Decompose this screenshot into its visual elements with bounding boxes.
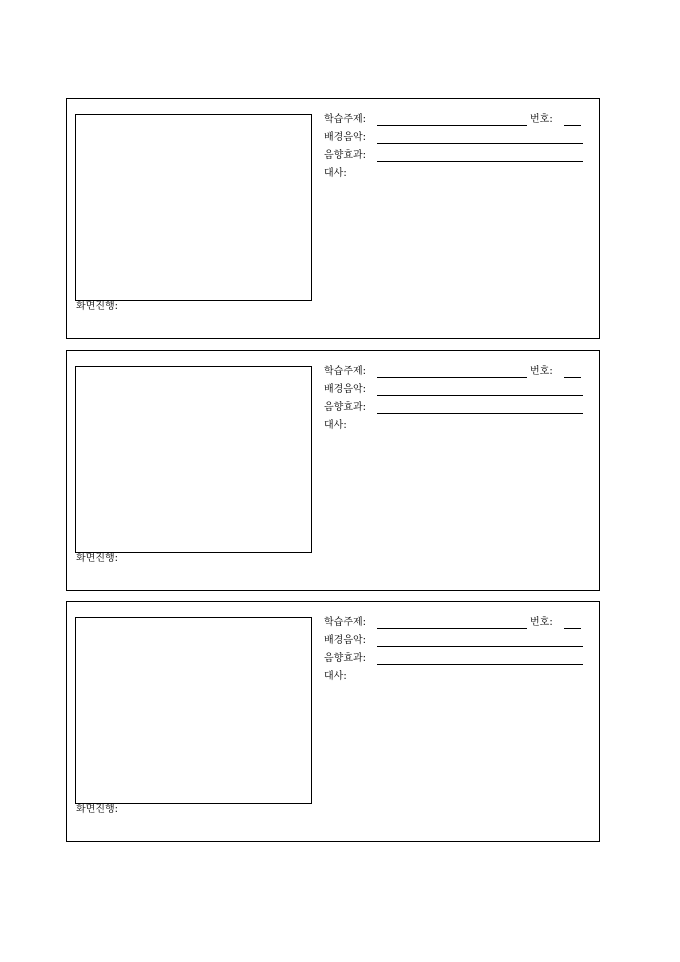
bgm-label: 배경음악: bbox=[324, 384, 367, 395]
topic-field[interactable] bbox=[377, 628, 527, 629]
bgm-row bbox=[324, 132, 586, 150]
number-field[interactable] bbox=[564, 377, 581, 378]
topic-field[interactable] bbox=[377, 125, 527, 126]
topic-row bbox=[324, 617, 586, 635]
scene-info-fields bbox=[324, 366, 586, 438]
sfx-field[interactable] bbox=[377, 161, 583, 162]
sfx-label: 음향효과: bbox=[324, 653, 367, 664]
storyboard-card-3 bbox=[66, 601, 600, 842]
sfx-field[interactable] bbox=[377, 413, 583, 414]
bgm-label: 배경음악: bbox=[324, 635, 367, 646]
screen-progress-label: 화면진행: bbox=[76, 553, 119, 564]
scene-sketch-frame[interactable] bbox=[75, 366, 312, 553]
sfx-label: 음향효과: bbox=[324, 150, 367, 161]
bgm-field[interactable] bbox=[377, 143, 583, 144]
bgm-field[interactable] bbox=[377, 646, 583, 647]
bgm-field[interactable] bbox=[377, 395, 583, 396]
dialogue-row bbox=[324, 420, 586, 438]
storyboard-card-1 bbox=[66, 98, 600, 339]
bgm-label: 배경음악: bbox=[324, 132, 367, 143]
dialogue-label: 대사: bbox=[324, 420, 347, 431]
topic-label: 학습주제: bbox=[324, 617, 367, 628]
number-label: 번호: bbox=[530, 366, 553, 377]
scene-sketch-frame[interactable] bbox=[75, 114, 312, 301]
topic-label: 학습주제: bbox=[324, 366, 367, 377]
sfx-field[interactable] bbox=[377, 664, 583, 665]
number-field[interactable] bbox=[564, 628, 581, 629]
screen-progress-label: 화면진행: bbox=[76, 301, 119, 312]
scene-sketch-frame[interactable] bbox=[75, 617, 312, 804]
sfx-row bbox=[324, 150, 586, 168]
scene-info-fields bbox=[324, 617, 586, 689]
dialogue-label: 대사: bbox=[324, 671, 347, 682]
topic-label: 학습주제: bbox=[324, 114, 367, 125]
topic-row bbox=[324, 366, 586, 384]
topic-row bbox=[324, 114, 586, 132]
sfx-row bbox=[324, 402, 586, 420]
bgm-row bbox=[324, 635, 586, 653]
sfx-row bbox=[324, 653, 586, 671]
sfx-label: 음향효과: bbox=[324, 402, 367, 413]
dialogue-row bbox=[324, 168, 586, 186]
number-label: 번호: bbox=[530, 114, 553, 125]
storyboard-card-2 bbox=[66, 350, 600, 591]
topic-field[interactable] bbox=[377, 377, 527, 378]
number-label: 번호: bbox=[530, 617, 553, 628]
scene-info-fields bbox=[324, 114, 586, 186]
bgm-row bbox=[324, 384, 586, 402]
dialogue-label: 대사: bbox=[324, 168, 347, 179]
number-field[interactable] bbox=[564, 125, 581, 126]
screen-progress-label: 화면진행: bbox=[76, 804, 119, 815]
dialogue-row bbox=[324, 671, 586, 689]
